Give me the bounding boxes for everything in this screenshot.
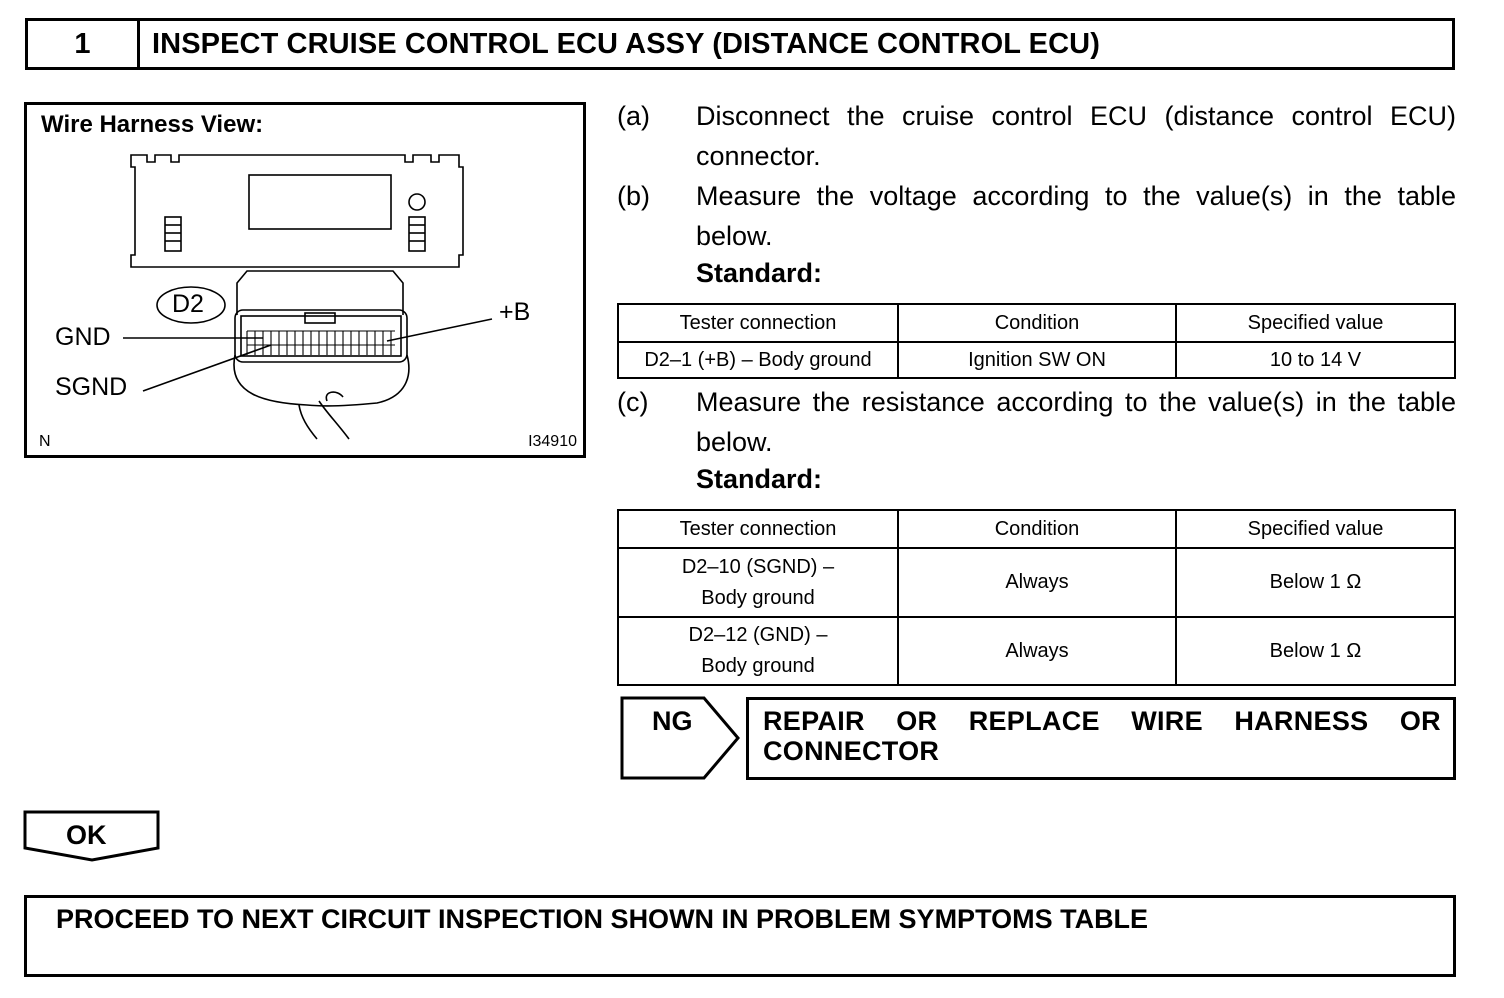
table-row — [618, 617, 1455, 685]
ng-label: NG — [652, 706, 693, 736]
cell-connection — [618, 548, 898, 617]
ng-action-word: REPLACE — [968, 706, 1100, 736]
cell-connection: D2–1 (+B) – Body ground — [618, 342, 898, 378]
header-specified-value: Specified value — [1176, 510, 1455, 548]
figure-corner-n: N — [39, 433, 51, 450]
step-b-text: Measure the voltage according to the value(s) in the table below. — [696, 181, 1456, 251]
ng-action-word: HARNESS — [1234, 706, 1369, 736]
voltage-spec-table — [617, 303, 1456, 379]
header-tester-connection: Tester connection — [618, 510, 898, 548]
step-title: INSPECT CRUISE CONTROL ECU ASSY (DISTANCE CONTROL ECU) — [152, 27, 1100, 60]
cell-connection-line2: Body ground — [701, 586, 815, 609]
connector-drawing — [27, 105, 583, 455]
proceed-box: PROCEED TO NEXT CIRCUIT INSPECTION SHOWN IN PROBLEM SYMPTOMS TABLE — [24, 895, 1456, 977]
cell-value: Below 1 Ω — [1176, 548, 1455, 617]
header-specified-value: Specified value — [1176, 304, 1455, 342]
header-tester-connection: Tester connection — [618, 304, 898, 342]
step-c-letter: (c) — [617, 387, 649, 417]
ok-label: OK — [66, 820, 107, 850]
standard-label-voltage: Standard: — [696, 258, 823, 288]
header-condition: Condition — [898, 510, 1176, 548]
step-b-letter: (b) — [617, 181, 650, 211]
cell-value: 10 to 14 V — [1176, 342, 1455, 378]
ng-action-word: OR — [1399, 706, 1441, 736]
standard-label-resistance: Standard: — [696, 464, 823, 494]
wire-harness-figure — [24, 102, 586, 458]
figure-title: Wire Harness View: — [41, 111, 264, 138]
ng-action-word: REPAIR — [763, 706, 865, 736]
table-header-row — [618, 304, 1455, 342]
step-c-text: Measure the resistance according to the value(s) in the table below. — [696, 387, 1456, 457]
header-condition: Condition — [898, 304, 1176, 342]
cell-connection-line1: D2–12 (GND) – — [688, 624, 828, 646]
ng-action-line2: CONNECTOR — [763, 736, 940, 766]
ng-action-word: OR — [896, 706, 938, 736]
plus-b-label: +B — [499, 298, 531, 326]
step-a-text: Disconnect the cruise control ECU (distance control ECU) connector. — [696, 101, 1456, 171]
ng-action-line1 — [763, 706, 1441, 736]
cell-value: Below 1 Ω — [1176, 617, 1455, 685]
sgnd-label: SGND — [55, 373, 128, 401]
connector-d2-label: D2 — [172, 290, 204, 318]
table-header-row — [618, 510, 1455, 548]
table-row — [618, 342, 1455, 378]
resistance-spec-table — [617, 509, 1456, 686]
cell-connection-line2: Body ground — [701, 655, 815, 677]
figure-code: I34910 — [528, 433, 577, 450]
cell-condition: Always — [898, 617, 1176, 685]
cell-condition: Always — [898, 548, 1176, 617]
cell-condition: Ignition SW ON — [898, 342, 1176, 378]
step-header — [25, 18, 1455, 70]
cell-connection-line1: D2–10 (SGND) – — [681, 555, 835, 578]
ng-action-box — [746, 697, 1456, 780]
step-a-letter: (a) — [617, 101, 650, 131]
gnd-label: GND — [55, 323, 111, 351]
step-number: 1 — [28, 21, 140, 67]
ng-action-word: WIRE — [1131, 706, 1203, 736]
table-row — [618, 548, 1455, 617]
cell-connection — [618, 617, 898, 685]
